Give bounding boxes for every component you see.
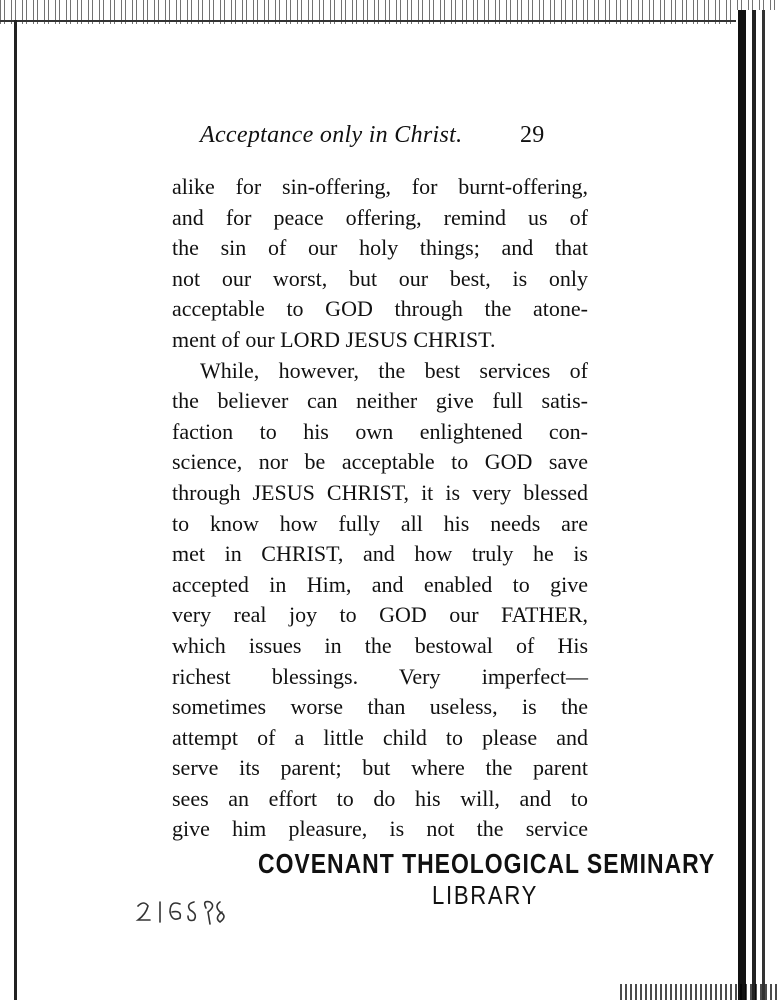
- scan-artifact-bottom: [620, 984, 778, 1000]
- page-number: 29: [520, 122, 545, 148]
- text-line: very real joy to GOD our FATHER,: [172, 602, 588, 628]
- text-line: ment of our LORD JESUS CHRIST.: [172, 326, 496, 352]
- library-stamp: COVENANT THEOLOGICAL SEMINARY: [258, 848, 716, 879]
- text-line: the believer can neither give full satis-: [172, 388, 588, 414]
- text-line: science, nor be acceptable to GOD save: [172, 449, 588, 475]
- text-line: sometimes worse than useless, is the: [172, 694, 588, 720]
- text-line: the sin of our holy things; and that: [172, 235, 588, 261]
- text-line: acceptable to GOD through the atone-: [172, 296, 588, 322]
- text-line: While, however, the best services of: [200, 357, 588, 383]
- scan-artifact-right-bar: [762, 10, 765, 1000]
- running-head-title: Acceptance only in Christ.: [200, 122, 463, 148]
- text-line: met in CHRIST, and how truly he is: [172, 541, 588, 567]
- accession-number-handwritten: [132, 892, 232, 932]
- text-line: through JESUS CHRIST, it is very blessed: [172, 479, 588, 505]
- text-line: to know how fully all his needs are: [172, 510, 588, 536]
- text-line: and for peace offering, remind us of: [172, 204, 588, 230]
- running-head: [200, 122, 590, 149]
- scan-artifact-right-bar: [752, 10, 756, 1000]
- text-line: alike for sin-offering, for burnt-offering,: [172, 174, 588, 199]
- text-line: sees an effort to do his will, and to: [172, 785, 588, 811]
- text-line: accepted in Him, and enabled to give: [172, 571, 588, 597]
- text-line: faction to his own enlightened con-: [172, 418, 588, 444]
- text-line: attempt of a little child to please and: [172, 724, 588, 750]
- text-line: which issues in the bestowal of His: [172, 632, 588, 658]
- scan-artifact-right-bar: [738, 10, 746, 1000]
- text-line: give him pleasure, is not the service: [172, 816, 588, 842]
- text-line: serve its parent; but where the parent: [172, 755, 588, 781]
- text-line: richest blessings. Very imperfect—: [172, 663, 588, 689]
- body-text: [172, 172, 588, 845]
- scan-artifact-top-line: [0, 20, 740, 22]
- scan-artifact-left-edge: [14, 20, 17, 1000]
- library-stamp-line2: LIBRARY: [432, 880, 539, 910]
- text-line: not our worst, but our best, is only: [172, 265, 588, 291]
